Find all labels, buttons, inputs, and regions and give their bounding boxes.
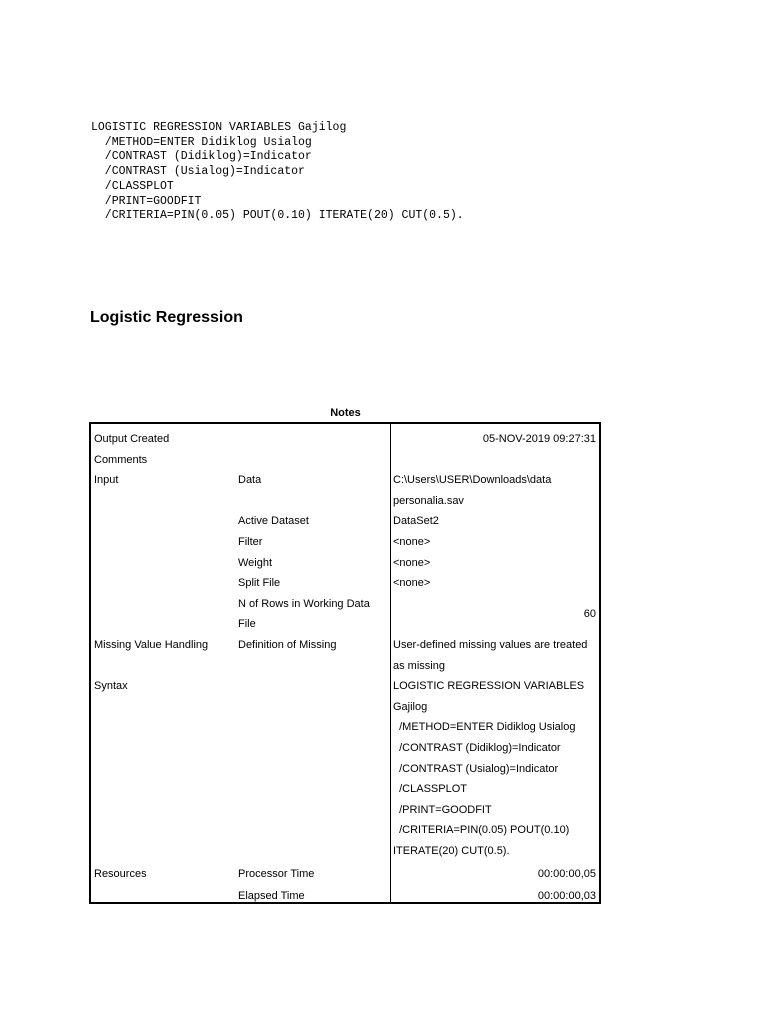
- cell-value: /CONTRAST (Usialog)=Indicator: [393, 762, 559, 775]
- syntax-line: /CLASSPLOT: [91, 179, 174, 193]
- cell-value: /METHOD=ENTER Didiklog Usialog: [393, 721, 576, 734]
- sub-label: File: [238, 618, 256, 631]
- cell-value: <none>: [393, 556, 431, 569]
- syntax-line: /METHOD=ENTER Didiklog Usialog: [91, 135, 312, 149]
- column-divider: [390, 424, 391, 902]
- cell-value: /CONTRAST (Didiklog)=Indicator: [393, 742, 561, 754]
- cell-value: <none>: [393, 536, 431, 548]
- row-label: Syntax: [94, 680, 128, 693]
- syntax-line: /PRINT=GOODFIT: [91, 194, 202, 208]
- cell-value: <none>: [393, 577, 431, 590]
- syntax-line: /CONTRAST (Usialog)=Indicator: [91, 165, 305, 179]
- cell-value: 05-NOV-2019 09:27:31: [482, 433, 596, 445]
- section-title: Logistic Regression: [90, 309, 243, 326]
- cell-value: ITERATE(20) CUT(0.5).: [393, 845, 510, 857]
- sub-label: Processor Time: [238, 868, 315, 880]
- cell-value: /PRINT=GOODFIT: [393, 803, 492, 816]
- syntax-line: LOGISTIC REGRESSION VARIABLES Gajilog: [91, 121, 347, 134]
- cell-value: User-defined missing values are treated: [393, 639, 588, 651]
- notes-table-caption: Notes: [330, 407, 361, 419]
- row-label: Output Created: [94, 433, 170, 445]
- row-label: Resources: [94, 868, 147, 880]
- cell-value: 00:00:00,03: [537, 890, 596, 902]
- sub-label: Filter: [238, 536, 263, 548]
- cell-value: personalia.sav: [393, 494, 464, 507]
- cell-value: 60: [583, 608, 596, 620]
- row-label: Comments: [94, 453, 148, 466]
- notes-table: [89, 422, 601, 904]
- sub-label: Active Dataset: [238, 515, 309, 528]
- sub-label: Weight: [238, 556, 273, 569]
- cell-value: DataSet2: [393, 515, 439, 528]
- syntax-code-block: [91, 121, 464, 224]
- sub-label: N of Rows in Working Data: [238, 597, 370, 610]
- cell-value: /CRITERIA=PIN(0.05) POUT(0.10): [393, 824, 570, 837]
- cell-value: LOGISTIC REGRESSION VARIABLES: [393, 680, 585, 693]
- sub-label: Elapsed Time: [238, 890, 305, 902]
- row-label: Missing Value Handling: [94, 639, 209, 651]
- cell-value: /CLASSPLOT: [393, 783, 467, 796]
- syntax-line: /CONTRAST (Didiklog)=Indicator: [91, 150, 312, 164]
- cell-value: Gajilog: [393, 700, 428, 713]
- sub-label: Split File: [238, 577, 281, 590]
- cell-value: C:\Users\USER\Downloads\data: [393, 474, 552, 487]
- sub-label: Data: [238, 474, 262, 487]
- cell-value: as missing: [393, 659, 445, 672]
- row-label: Input: [94, 474, 119, 487]
- cell-value: 00:00:00,05: [537, 868, 596, 880]
- sub-label: Definition of Missing: [238, 639, 337, 651]
- syntax-line: /CRITERIA=PIN(0.05) POUT(0.10) ITERATE(20) CUT(0.5).: [91, 209, 464, 223]
